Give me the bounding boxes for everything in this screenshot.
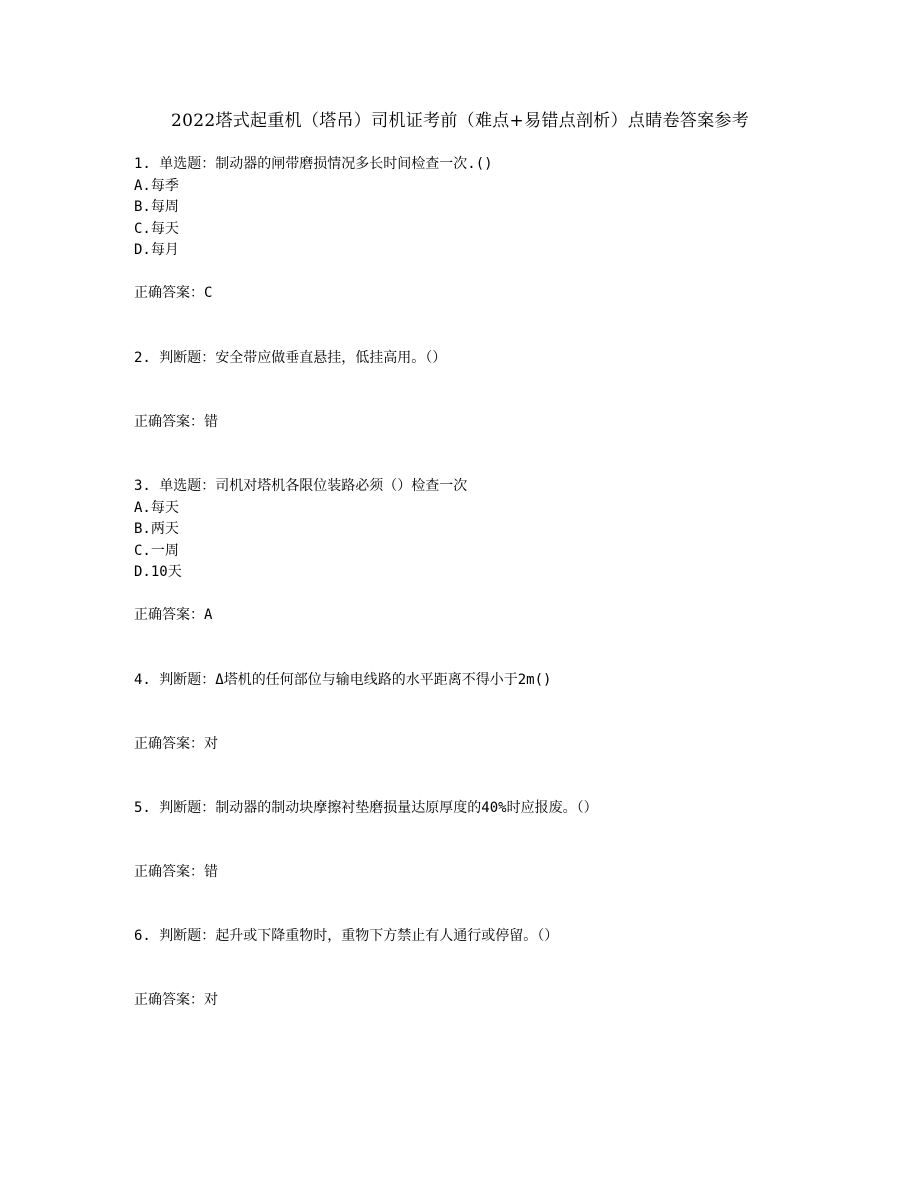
question-1-answer: 正确答案：C [134, 285, 213, 301]
question-4 [134, 670, 854, 692]
question-2-stem [134, 348, 854, 370]
question-1-stem [134, 154, 854, 176]
question-4-stem [134, 670, 854, 692]
question-number: 4. [134, 672, 151, 688]
question-text: 判断题：制动器的制动块摩擦衬垫磨损量达原厚度的40%时应报废。（） [159, 800, 598, 816]
question-2 [134, 348, 854, 370]
question-number: 3. [134, 478, 151, 494]
option-c: C.每天 [134, 220, 179, 237]
document-title: 2022塔式起重机（塔吊）司机证考前（难点+易错点剖析）点睛卷答案参考 [170, 111, 749, 131]
question-5 [134, 798, 854, 820]
question-6 [134, 926, 854, 948]
question-6-stem [134, 926, 854, 948]
question-1 [134, 154, 854, 262]
question-3 [134, 476, 854, 584]
question-text: 单选题：制动器的闸带磨损情况多长时间检查一次.() [159, 156, 493, 172]
option-d: D.10天 [134, 564, 182, 580]
question-number: 2. [134, 350, 151, 366]
question-3-answer: 正确答案：A [134, 607, 213, 623]
question-5-answer: 正确答案：错 [134, 864, 218, 880]
question-text: 单选题：司机对塔机各限位装路必须（）检查一次 [159, 478, 468, 494]
question-text: 判断题：起升或下降重物时，重物下方禁止有人通行或停留。（） [159, 928, 559, 944]
question-number: 1. [134, 156, 151, 172]
question-4-answer: 正确答案：对 [134, 736, 218, 752]
question-6-answer: 正确答案：对 [134, 992, 218, 1008]
option-a: A.每天 [134, 499, 179, 516]
question-text: 判断题：Δ塔机的任何部位与输电线路的水平距离不得小于2m() [159, 672, 552, 688]
option-b: B.两天 [134, 521, 179, 537]
question-text: 判断题：安全带应做垂直悬挂，低挂高用。（） [159, 350, 447, 366]
question-2-answer: 正确答案：错 [134, 414, 218, 430]
question-5-stem [134, 798, 854, 820]
question-number: 5. [134, 800, 151, 816]
option-a: A.每季 [134, 177, 179, 194]
question-3-stem [134, 476, 854, 498]
option-c: C.一周 [134, 542, 179, 559]
question-number: 6. [134, 928, 151, 944]
option-b: B.每周 [134, 199, 179, 215]
option-d: D.每月 [134, 242, 179, 258]
